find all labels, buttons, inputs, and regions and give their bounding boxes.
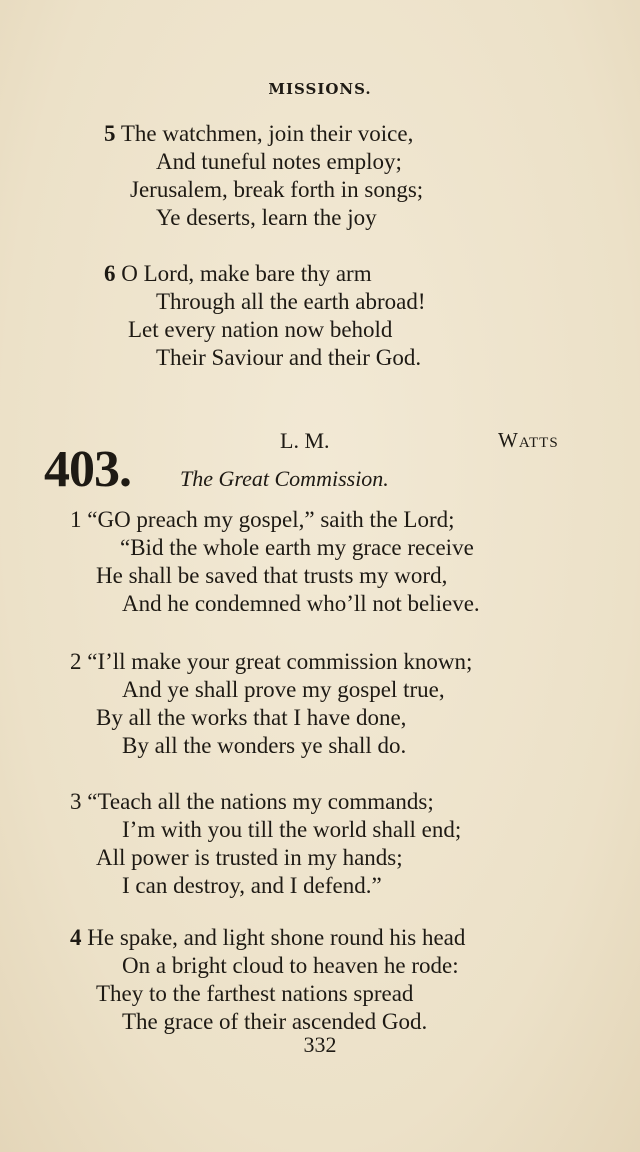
verse-line: All power is trusted in my hands; (96, 845, 403, 870)
verse-number: 4 (70, 925, 82, 950)
verse-line: “Bid the whole earth my grace receive (120, 535, 474, 560)
verse-number: 1 (70, 507, 82, 532)
verse-number: 3 (70, 789, 82, 814)
verse-line: 5 The watchmen, join their voice, (104, 121, 414, 146)
hymn-meter: L. M. (280, 428, 330, 453)
verse-line: 4 He spake, and light shone round his head (70, 925, 466, 950)
verse-line: They to the farthest nations spread (96, 981, 414, 1006)
verse-line: Jerusalem, break forth in songs; (130, 177, 424, 202)
running-title: MISSIONS. (268, 80, 372, 98)
verse-line: Through all the earth abroad! (156, 289, 426, 314)
verse-line: And he condemned who’ll not believe. (122, 591, 480, 616)
verse-line: 3 “Teach all the nations my commands; (70, 789, 434, 814)
verse-line: Ye deserts, learn the joy (156, 205, 377, 230)
verse-line: Let every nation now behold (128, 317, 393, 342)
verse-line: And ye shall prove my gospel true, (122, 677, 445, 702)
verse-line: 2 “I’ll make your great commission known; (70, 649, 473, 674)
verse-line: The grace of their ascended God. (122, 1009, 428, 1034)
verse-line: On a bright cloud to heaven he rode: (122, 953, 459, 978)
verse-line: I can destroy, and I defend.” (122, 873, 382, 898)
verse-number: 5 (104, 121, 116, 146)
verse-line: I’m with you till the world shall end; (122, 817, 462, 842)
verse-line: By all the works that I have done, (96, 705, 407, 730)
verse-number: 6 (104, 261, 116, 286)
hymn-number: 403. (44, 441, 131, 498)
verse-line: 1 “GO preach my gospel,” saith the Lord; (70, 507, 455, 532)
hymn-author: Watts (498, 428, 559, 452)
verse-line: And tuneful notes employ; (156, 149, 402, 174)
verse-line: He shall be saved that trusts my word, (96, 563, 448, 588)
verse-number: 2 (70, 649, 82, 674)
hymn-title: The Great Commission. (180, 466, 389, 491)
verse-line: Their Saviour and their God. (156, 345, 422, 370)
verse-line: By all the wonders ye shall do. (122, 733, 407, 758)
page-number: 332 (303, 1032, 337, 1057)
verse-line: 6 O Lord, make bare thy arm (104, 261, 372, 286)
